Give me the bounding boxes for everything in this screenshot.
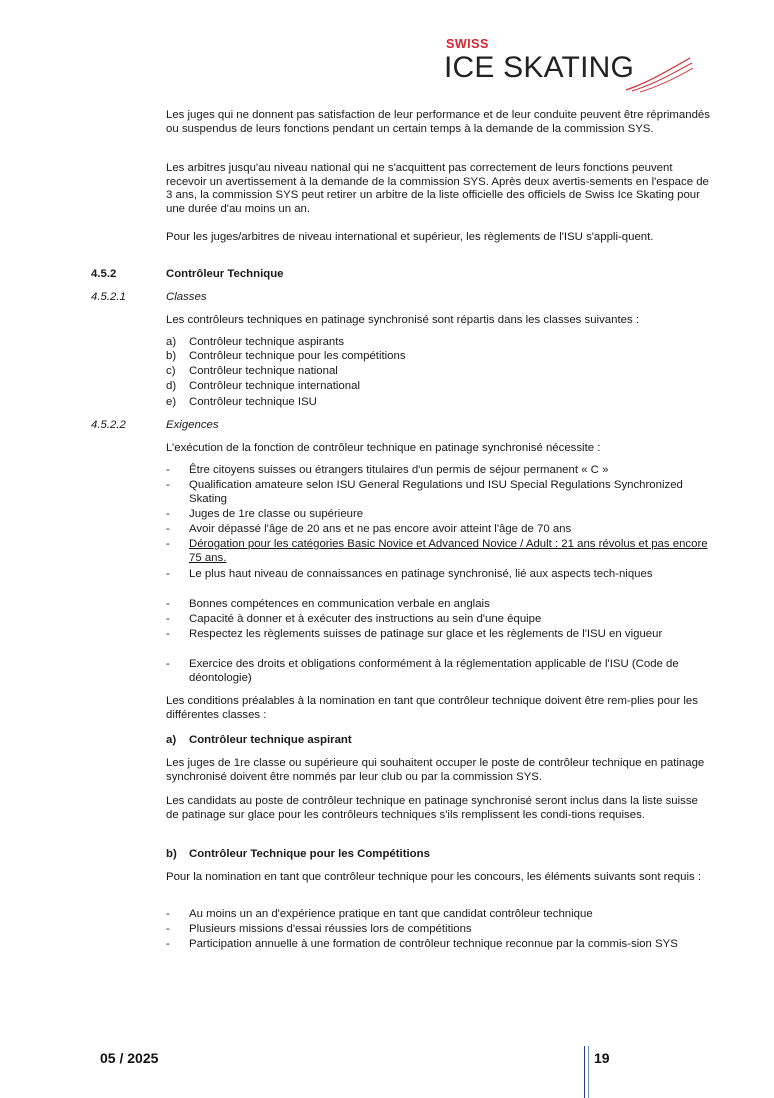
list-marker: e) [166, 396, 177, 408]
section-number-4-5-2-2: 4.5.2.2 [91, 419, 126, 431]
section-title-4-5-2: Contrôleur Technique [166, 268, 284, 280]
list-text: Qualification amateure selon ISU General Regulations und ISU Special Regulations Synchronized Skating [189, 479, 683, 505]
preconditions-paragraph: Les conditions préalables à la nomination en tant que contrôleur technique doivent être rem-plies pour les différentes classes : [166, 695, 698, 721]
list-marker: d) [166, 380, 177, 392]
subsection-title: Contrôleur Technique pour les Compétitions [189, 848, 430, 860]
list-marker: - [166, 464, 170, 476]
list-text: Bonnes compétences en communication verbale en anglais [189, 598, 490, 610]
logo-swiss-text: SWISS [446, 37, 489, 51]
list-marker: a) [166, 336, 177, 348]
classes-intro: Les contrôleurs techniques en patinage synchronisé sont répartis dans les classes suivantes : [166, 314, 639, 326]
swiss-ice-skating-logo [444, 38, 694, 90]
requirements-intro: L’exécution de la fonction de contrôleur technique en patinage synchronisé nécessite : [166, 442, 601, 454]
footer-divider [584, 1046, 589, 1098]
list-text: Plusieurs missions d'essai réussies lors de compétitions [189, 923, 472, 935]
list-marker: - [166, 628, 170, 640]
subsection-a-paragraph-2: Les candidats au poste de contrôleur technique en patinage synchronisé seront inclus dans la liste suisse de patinage sur glace pour les contrôleurs techniques s'ils remplissent les condi-tions requises. [166, 795, 698, 821]
paragraph-international-rules: Pour les juges/arbitres de niveau international et supérieur, les règlements de l'ISU s'appli-quent. [166, 231, 654, 243]
subsection-marker: a) [166, 734, 177, 746]
paragraph-judges-reprimand: Les juges qui ne donnent pas satisfaction de leur performance et de leur conduite peuvent être réprimandés ou suspendus de leurs fonctions pendant un certain temps à la demande de la commission SYS. [166, 109, 710, 135]
list-marker: c) [166, 365, 176, 377]
list-text-underlined: Dérogation pour les catégories Basic Novice et Advanced Novice / Adult : 21 ans révolus et pas encore 75 ans. [189, 538, 708, 564]
list-text: Contrôleur technique pour les compétitions [189, 350, 406, 362]
list-text: Contrôleur technique national [189, 365, 338, 377]
list-text: Le plus haut niveau de connaissances en patinage synchronisé, lié aux aspects tech-niques [189, 568, 653, 580]
subsection-b-intro: Pour la nomination en tant que contrôleur technique pour les concours, les éléments suivants sont requis : [166, 871, 702, 883]
list-text: Respectez les règlements suisses de patinage sur glace et les règlements de l'ISU en vigueur [189, 628, 663, 640]
list-marker: - [166, 658, 170, 670]
list-text: Juges de 1re classe ou supérieure [189, 508, 364, 520]
subsection-title: Contrôleur technique aspirant [189, 734, 352, 746]
list-marker: - [166, 568, 170, 580]
paragraph-referees-warning: Les arbitres jusqu'au niveau national qui ne s'acquittent pas correctement de leurs fonctions peuvent recevoir un avertissement à la demande de la commission SYS. Après deux avertis-sements en l'espace de 3 ans, la commission SYS peut retirer un arbitre de la liste officielle des officiels de Swiss Ice Skating pour une durée d'au moins un an. [166, 162, 709, 215]
logo-swoosh-icon [624, 54, 694, 94]
page-number: 19 [594, 1050, 610, 1066]
list-text: Contrôleur technique international [189, 380, 360, 392]
section-number-4-5-2-1: 4.5.2.1 [91, 291, 126, 303]
list-text: Capacité à donner et à exécuter des instructions au sein d'une équipe [189, 613, 542, 625]
list-marker: - [166, 538, 170, 550]
list-marker: - [166, 598, 170, 610]
list-text: Être citoyens suisses ou étrangers titulaires d'un permis de séjour permanent « C » [189, 464, 609, 476]
list-marker: - [166, 923, 170, 935]
list-marker: - [166, 938, 170, 950]
section-title-4-5-2-2: Exigences [166, 419, 219, 431]
footer-date: 05 / 2025 [100, 1050, 159, 1066]
list-marker: - [166, 908, 170, 920]
list-marker: - [166, 613, 170, 625]
list-text: Avoir dépassé l'âge de 20 ans et ne pas encore avoir atteint l'âge de 70 ans [189, 523, 572, 535]
list-marker: b) [166, 350, 177, 362]
subsection-a-paragraph-1: Les juges de 1re classe ou supérieure qui souhaitent occuper le poste de contrôleur technique en patinage synchronisé doivent être nommés par leur club ou par la commission SYS. [166, 757, 705, 783]
section-title-4-5-2-1: Classes [166, 291, 207, 303]
subsection-marker: b) [166, 848, 177, 860]
logo-ice-skating-text: ICE SKATING [444, 51, 635, 84]
list-marker: - [166, 523, 170, 535]
section-number-4-5-2: 4.5.2 [91, 268, 117, 280]
list-text: Contrôleur technique ISU [189, 396, 317, 408]
list-text: Participation annuelle à une formation de contrôleur technique reconnue par la commis-sion SYS [189, 938, 678, 950]
list-marker: - [166, 508, 170, 520]
list-text: Au moins un an d'expérience pratique en tant que candidat contrôleur technique [189, 908, 593, 920]
list-text: Contrôleur technique aspirants [189, 336, 345, 348]
list-text: Exercice des droits et obligations conformément à la réglementation applicable de l'ISU (Code de déontologie) [189, 658, 679, 684]
list-marker: - [166, 479, 170, 491]
